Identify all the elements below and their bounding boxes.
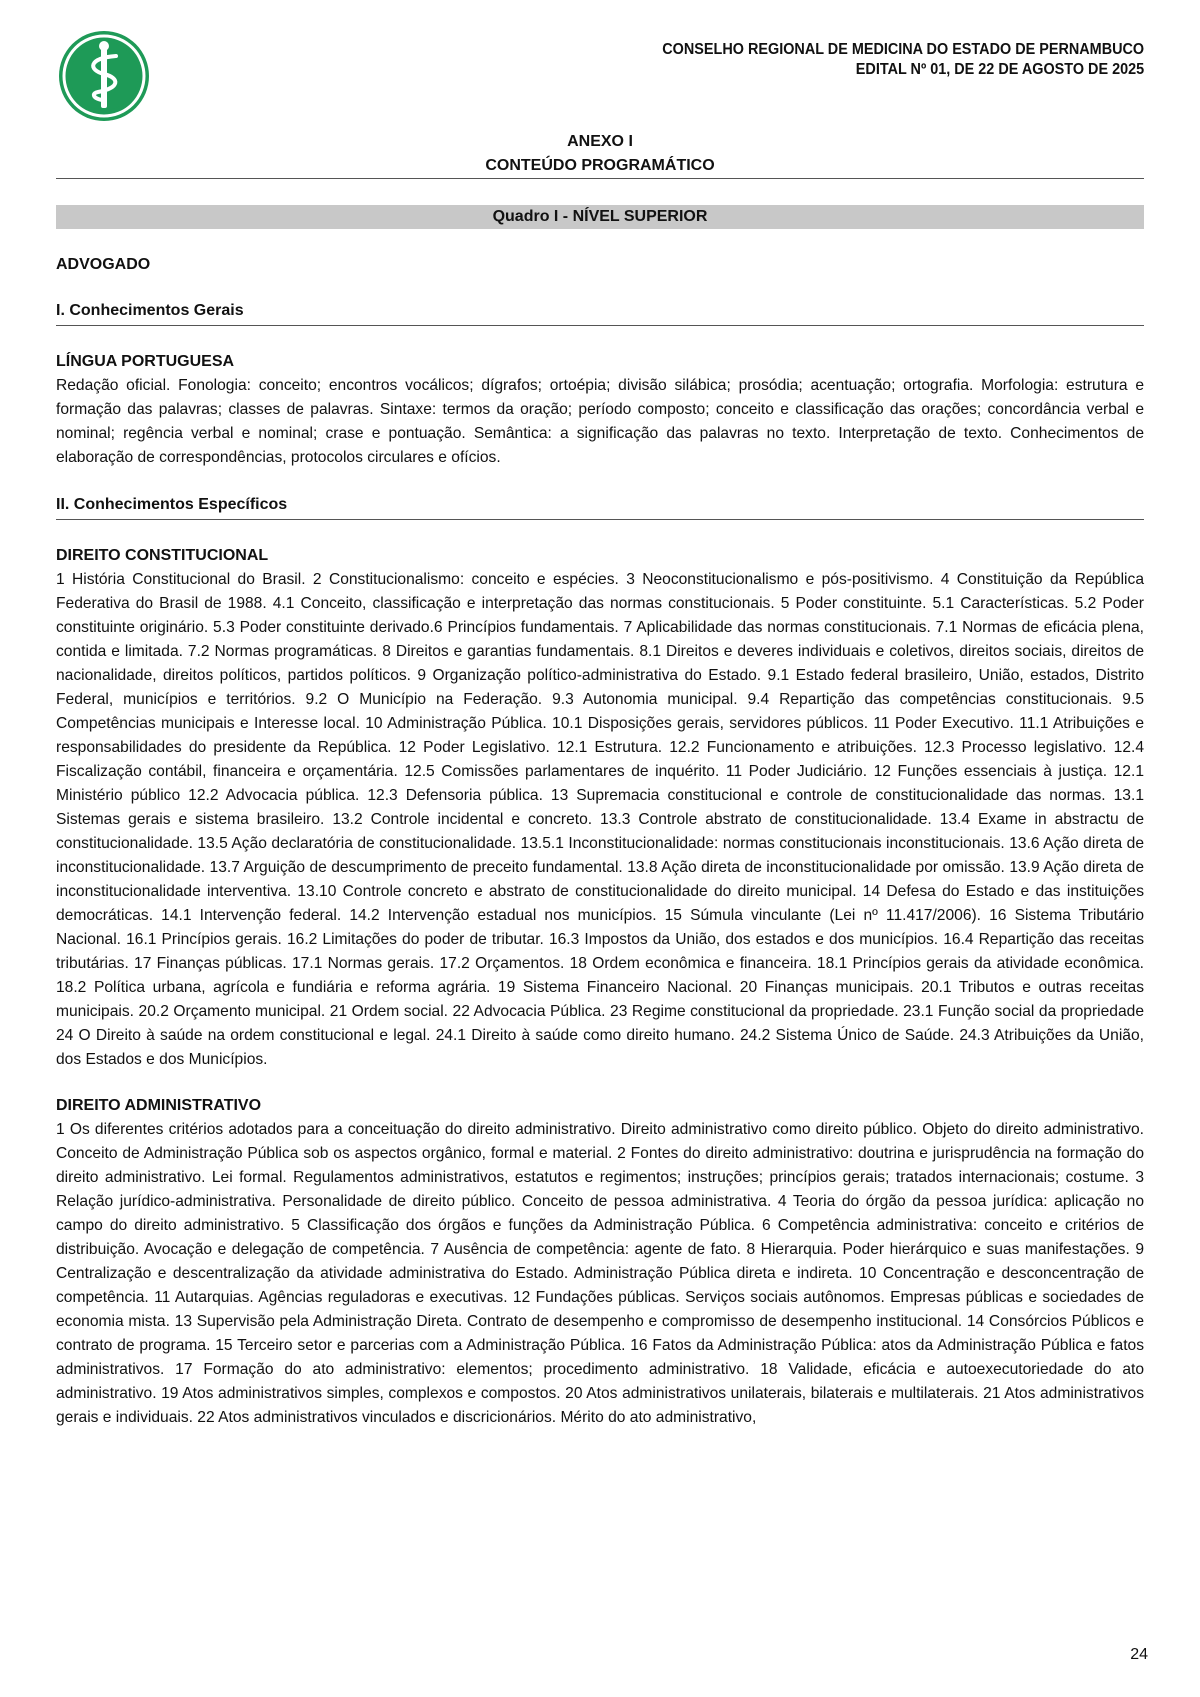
subject-portuguese-title: LÍNGUA PORTUGUESA	[56, 353, 235, 370]
section-specific-heading: II. Conhecimentos Específicos	[56, 494, 1144, 520]
crm-logo-icon	[58, 30, 150, 122]
subject-constitutional-title: DIREITO CONSTITUCIONAL	[56, 547, 269, 564]
subject-portuguese-text: Redação oficial. Fonologia: conceito; encontros vocálicos; dígrafos; ortoépia; divisão silábica; prosódia; acentuação; ortografia. Morfologia: estrutura e formação das palavras; classes de palavras. Sintaxe: termos da oração; período composto; conceito e classificação das orações; concordância verbal e nominal; regência verbal e nominal; crase e pontuação. Semântica: a significação das palavras no texto. Interpretação de texto. Conhecimentos de elaboração de correspondências, protocolos circulares e ofícios.	[56, 377, 1144, 466]
page-number: 24	[1130, 1646, 1148, 1663]
council-name: CONSELHO REGIONAL DE MEDICINA DO ESTADO DE PERNAMBUCO	[662, 41, 1144, 58]
subject-constitutional-text: 1 História Constitucional do Brasil. 2 Constitucionalismo: conceito e espécies. 3 Neoconstitucionalismo e pós-positivismo. 4 Constituição da República Federativa do Brasil de 1988. 4.1 Conceito, classificação e interpretação das normas constitucionais. 5 Poder constituinte. 5.1 Características. 5.2 Poder constituinte originário. 5.3 Poder constituinte derivado.6 Princípios fundamentais. 7 Aplicabilidade das normas constitucionais. 7.1 Normas de eficácia plena, contida e limitada. 7.2 Normas programáticas. 8 Direitos e garantias fundamentais. 8.1 Direitos e deveres individuais e coletivos, direitos sociais, direitos de nacionalidade, direitos políticos, partidos políticos. 9 Organização político-administrativa do Estado. 9.1 Estado federal brasileiro, União, estados, Distrito Federal, municípios e territórios. 9.2 O Município na Federação. 9.3 Autonomia municipal. 9.4 Repartição das competências constitucionais. 9.5 Competências municipais e Interesse local. 10 Administração Pública. 10.1 Disposições gerais, servidores públicos. 11 Poder Executivo. 11.1 Atribuições e responsabilidades do presidente da República. 12 Poder Legislativo. 12.1 Estrutura. 12.2 Funcionamento e atribuições. 12.3 Processo legislativo. 12.4 Fiscalização contábil, financeira e orçamentária. 12.5 Comissões parlamentares de inquérito. 11 Poder Judiciário. 12 Funções essenciais à justiça. 12.1 Ministério público 12.2 Advocacia pública. 12.3 Defensoria pública. 13 Supremacia constitucional e controle de constitucionalidade das normas. 13.1 Sistemas gerais e sistema brasileiro. 13.2 Controle incidental e concreto. 13.3 Controle abstrato de constitucionalidade. 13.4 Exame in abstractu de constitucionalidade. 13.5 Ação declaratória de constitucionalidade. 13.5.1 Inconstitucionalidade: normas constitucionais inconstitucionais. 13.6 Ação direta de inconstitucionalidade. 13.7 Arguição de descumprimento de preceito fundamental. 13.8 Ação direta de inconstitucionalidade por omissão. 13.9 Ação direta de inconstitucionalidade interventiva. 13.10 Controle concreto e abstrato de constitucionalidade do direito municipal. 14 Defesa do Estado e das instituições democráticas. 14.1 Intervenção federal. 14.2 Intervenção estadual nos municípios. 15 Súmula vinculante (Lei nº 11.417/2006). 16 Sistema Tributário Nacional. 16.1 Princípios gerais. 16.2 Limitações do poder de tributar. 16.3 Impostos da União, dos estados e dos municípios. 16.4 Repartição das receitas tributárias. 17 Finanças públicas. 17.1 Normas gerais. 17.2 Orçamentos. 18 Ordem econômica e financeira. 18.1 Princípios gerais da atividade econômica. 18.2 Política urbana, agrícola e fundiária e reforma agrária. 19 Sistema Financeiro Nacional. 20 Finanças municipais. 20.1 Tributos e outras receitas municipais. 20.2 Orçamento municipal. 21 Ordem social. 22 Advocacia Pública. 23 Regime constitucional da propriedade. 23.1 Função social da propriedade 24 O Direito à saúde na ordem constitucional e legal. 24.1 Direito à saúde como direito humano. 24.2 Sistema Único de Saúde. 24.3 Atribuições da União, dos Estados e dos Municípios.	[56, 571, 1144, 1068]
document-header	[662, 40, 1144, 80]
annex-subtitle: CONTEÚDO PROGRAMÁTICO	[485, 157, 715, 174]
title-divider	[56, 178, 1144, 179]
section-general-heading: I. Conhecimentos Gerais	[56, 300, 1144, 326]
quadro-banner: Quadro I - NÍVEL SUPERIOR	[56, 205, 1144, 229]
subject-administrative-text: 1 Os diferentes critérios adotados para a conceituação do direito administrativo. Direito administrativo como direito público. Objeto do direito administrativo. Conceito de Administração Pública sob os aspectos orgânico, formal e material. 2 Fontes do direito administrativo: doutrina e jurisprudência na formação do direito administrativo. Lei formal. Regulamentos administrativos, estatutos e regimentos; instruções; princípios gerais; tratados internacionais; costume. 3 Relação jurídico-administrativa. Personalidade de direito público. Conceito de pessoa administrativa. 4 Teoria do órgão da pessoa jurídica: aplicação no campo do direito administrativo. 5 Classificação dos órgãos e funções da Administração Pública. 6 Competência administrativa: conceito e critérios de distribuição. Avocação e delegação de competência. 7 Ausência de competência: agente de fato. 8 Hierarquia. Poder hierárquico e suas manifestações. 9 Centralização e descentralização da atividade administrativa do Estado. Administração Pública direta e indireta. 10 Concentração e desconcentração de competência. 11 Autarquias. Agências reguladoras e executivas. 12 Fundações públicas. Serviços sociais autônomos. Empresas públicas e sociedades de economia mista. 13 Supervisão pela Administração Direta. Contrato de desempenho e compromisso de desempenho institucional. 14 Consórcios Públicos e contrato de programa. 15 Terceiro setor e parcerias com a Administração Pública. 16 Fatos da Administração Pública: atos da Administração Pública e fatos administrativos. 17 Formação do ato administrativo: elementos; procedimento administrativo. 18 Validade, eficácia e autoexecutoriedade do ato administrativo. 19 Atos administrativos simples, complexos e compostos. 20 Atos administrativos unilaterais, bilaterais e multilaterais. 21 Atos administrativos gerais e individuais. 22 Atos administrativos vinculados e discricionários. Mérito do ato administrativo,	[56, 1121, 1144, 1426]
document-body	[56, 130, 1144, 1430]
role-heading: ADVOGADO	[56, 256, 151, 273]
edital-reference: EDITAL Nº 01, DE 22 DE AGOSTO DE 2025	[855, 61, 1144, 78]
subject-administrative-title: DIREITO ADMINISTRATIVO	[56, 1097, 262, 1114]
annex-title: ANEXO I	[567, 133, 633, 150]
